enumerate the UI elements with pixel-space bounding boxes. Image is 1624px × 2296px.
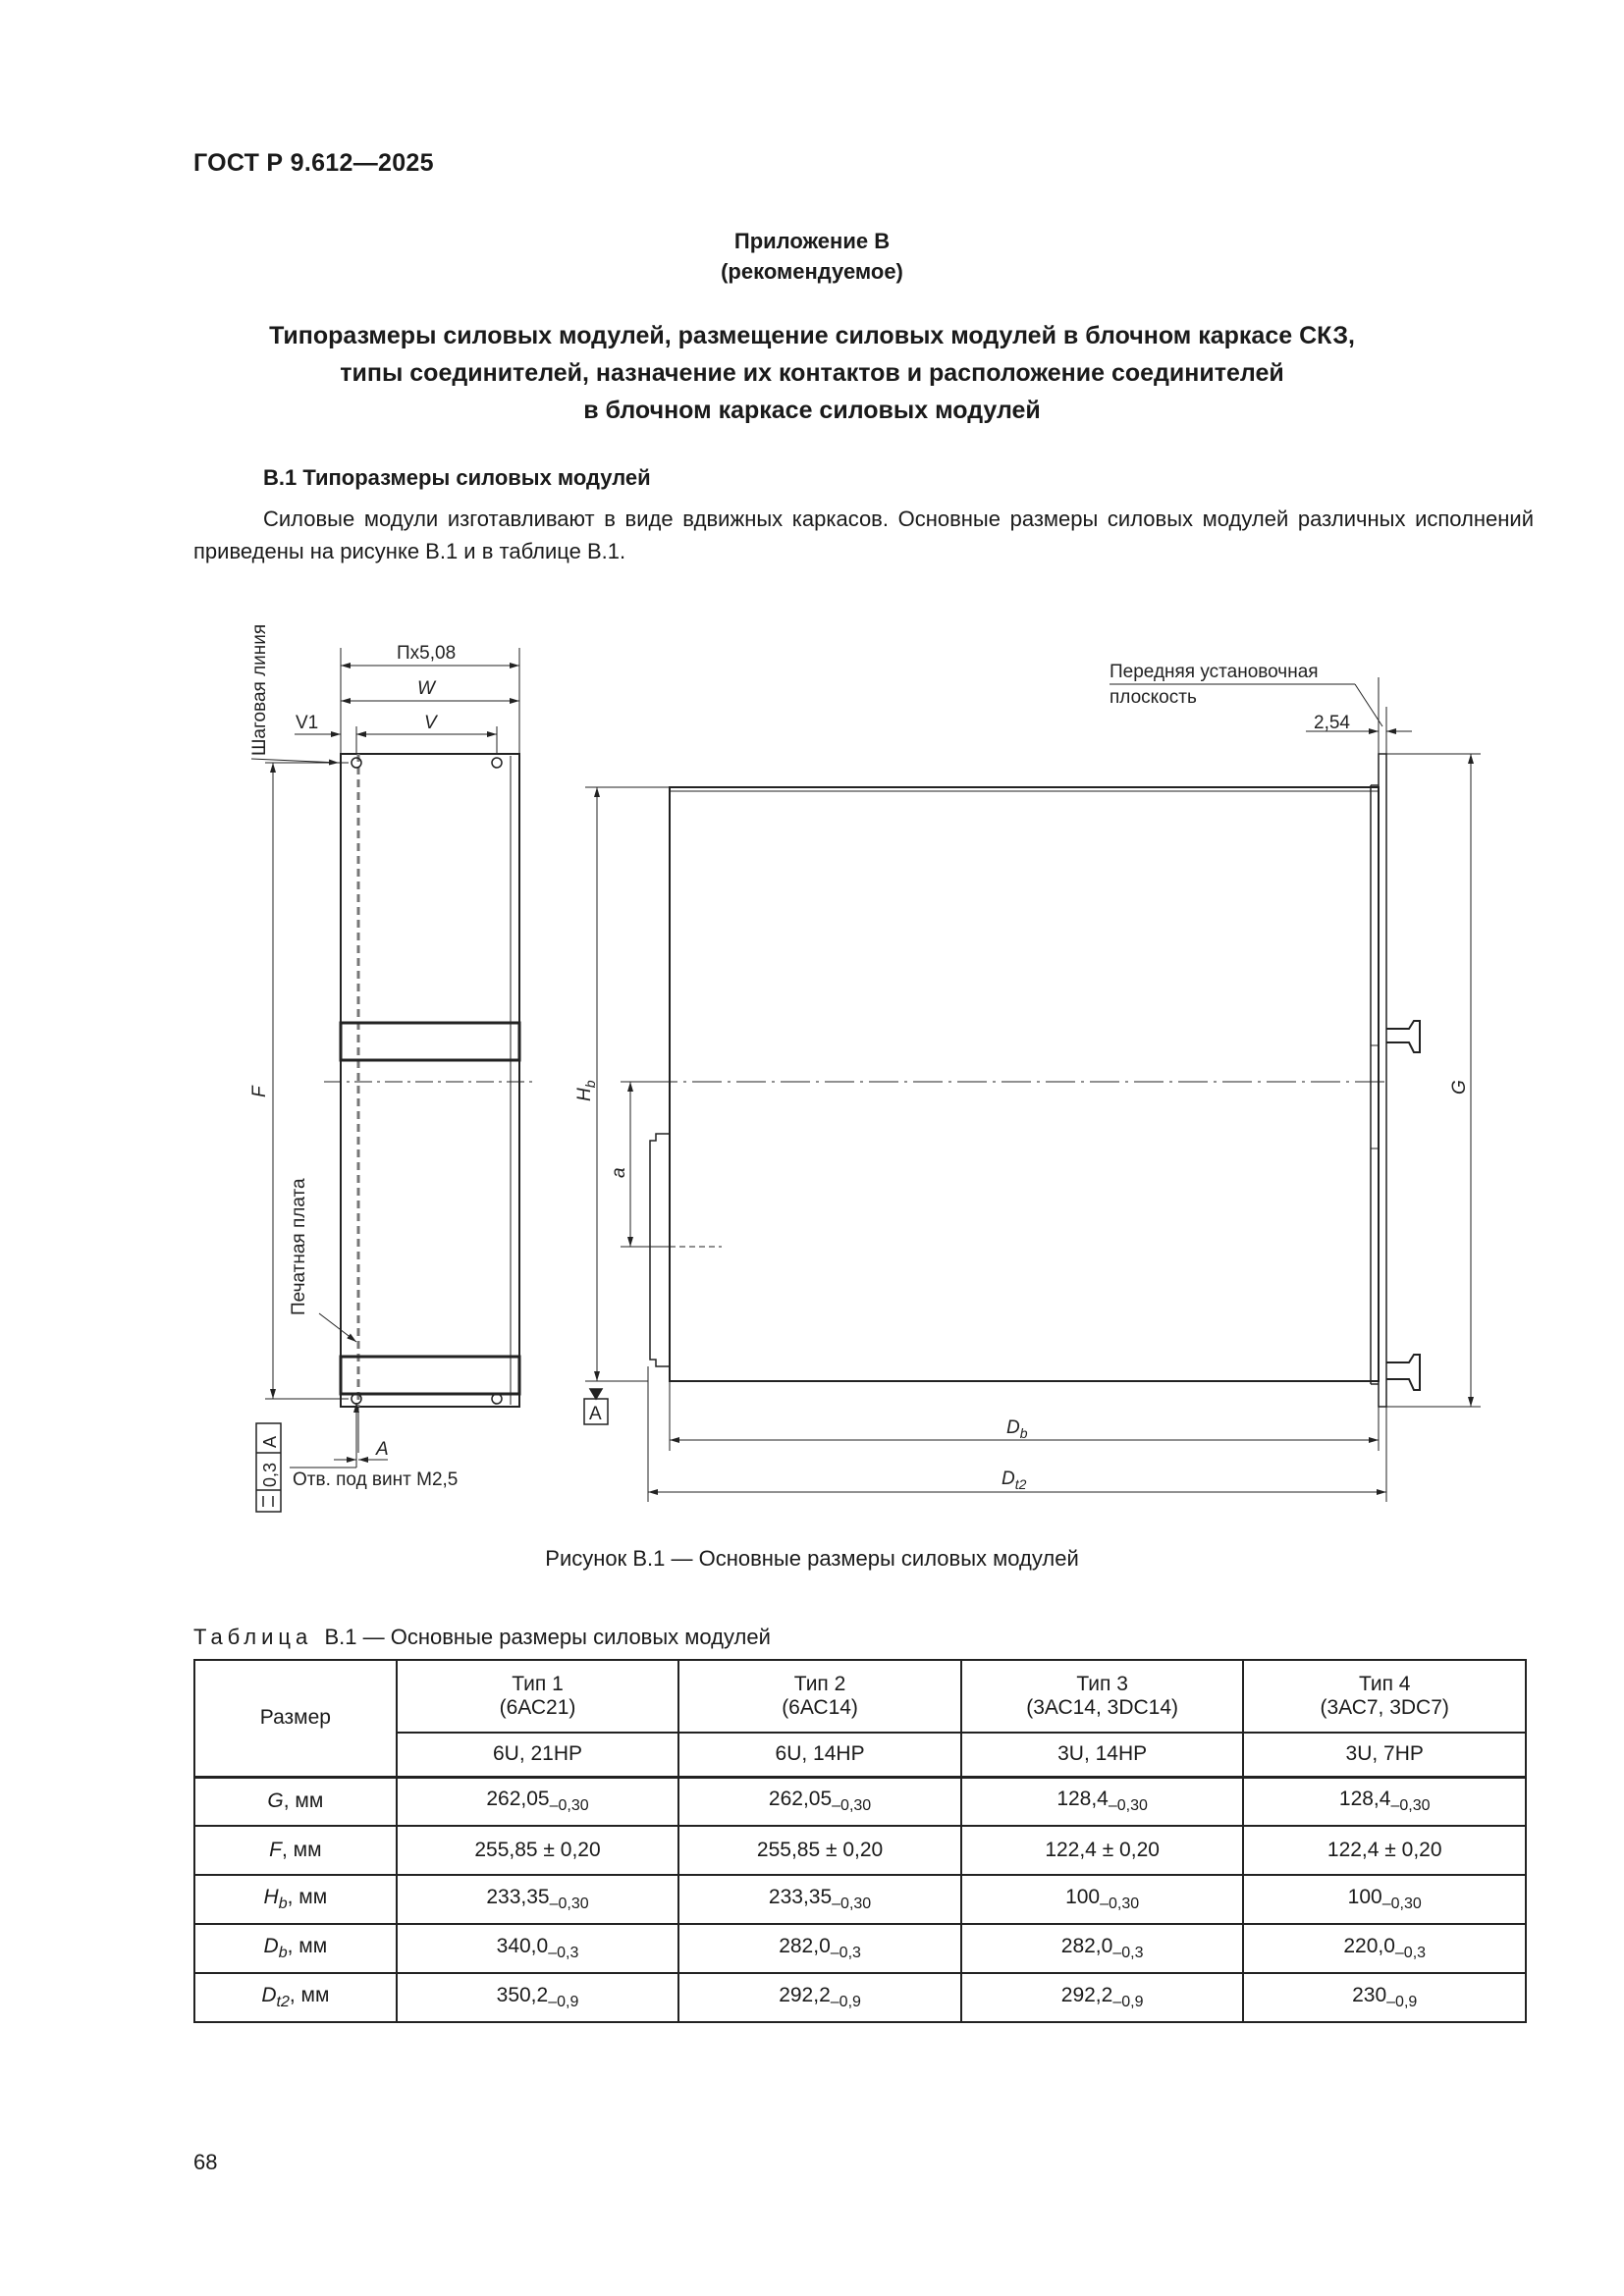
row-value: 122,4 ± 0,20 [1243,1826,1526,1875]
appendix-kind: (рекомендуемое) [721,259,903,284]
header-form: 3U, 7HP [1243,1733,1526,1777]
handle-knob-lower [1386,1355,1420,1390]
handle-lower [341,1357,519,1394]
header-form: 6U, 14HP [678,1733,961,1777]
label-pitch: Пх5,08 [397,643,457,664]
label-dt2: $D_{t2}$ [1001,1468,1027,1492]
table-row [194,1875,1526,1924]
row-value: $100_{-0,30}$ [1243,1875,1526,1924]
handle-upper [341,1023,519,1060]
header-type: Тип 1 (6АС21) [397,1660,679,1733]
row-param: G, мм [194,1777,397,1826]
appendix-heading-line: типы соединителей, назначение их контактов и расположение соединителей [340,359,1284,387]
label-v: V [424,713,437,733]
row-value: $262,05_{-0,30}$ [678,1777,961,1826]
label-a-dim: A [376,1439,389,1460]
header-type: Тип 3 (3АС14, 3DC14) [961,1660,1244,1733]
row-value: $350,2_{-0,9}$ [397,1973,679,2022]
row-value: $233,35_{-0,30}$ [397,1875,679,1924]
header-type: Тип 4 (3АС7, 3DC7) [1243,1660,1526,1733]
table-row [194,1826,1526,1875]
label-a-small: a [609,1167,629,1178]
front-panel-side [1379,754,1386,1407]
row-value: $292,2_{-0,9}$ [678,1973,961,2022]
label-w: W [417,678,435,699]
row-param: $D_{t2}$, мм [194,1973,397,2022]
page-number: 68 [193,2150,218,2174]
figure-caption: Рисунок В.1 — Основные размеры силовых модулей [545,1546,1079,1571]
row-value: $233,35_{-0,30}$ [678,1875,961,1924]
label-f: F [249,1086,270,1097]
module-side-body [670,787,1379,1381]
header-size: Размер [194,1660,397,1777]
label-front-plane-2: плоскость [1110,687,1197,708]
appendix-title: Приложение В [733,229,891,253]
rear-connector [650,1134,670,1366]
table-row [194,1924,1526,1973]
label-pcb: Печатная плата [289,1178,309,1315]
row-value: $220,0_{-0,3}$ [1243,1924,1526,1973]
row-value: $128,4_{-0,30}$ [1243,1777,1526,1826]
row-value: 255,85 ± 0,20 [678,1826,961,1875]
document-header: ГОСТ Р 9.612—2025 [193,149,434,177]
label-hole: Отв. под винт М2,5 [293,1469,459,1490]
row-value: $128,4_{-0,30}$ [961,1777,1244,1826]
row-value: $100_{-0,30}$ [961,1875,1244,1924]
appendix-heading-line: Типоразмеры силовых модулей, размещение силовых модулей в блочном каркасе СКЗ, [269,322,1355,349]
label-v1: V1 [296,713,319,733]
label-hb: $H_b$ [574,1080,598,1101]
label-g: G [1449,1080,1470,1095]
table-caption [193,1625,771,1650]
row-value: $282,0_{-0,3}$ [961,1924,1244,1973]
front-panel [341,754,519,1407]
label-step-line: Шаговая линия [249,623,270,756]
row-value: $230_{-0,9}$ [1243,1973,1526,2022]
table-row [194,1973,1526,2022]
label-tol-value: 0,3 [260,1462,280,1487]
screw-hole [492,758,502,768]
label-front-plane: Передняя установочная [1110,662,1319,682]
row-value: $340,0_{-0,3}$ [397,1924,679,1973]
row-value: $282,0_{-0,3}$ [678,1924,961,1973]
row-param: $D_b$, мм [194,1924,397,1973]
row-value: 122,4 ± 0,20 [961,1826,1244,1875]
screw-hole [352,758,361,768]
header-form: 6U, 21HP [397,1733,679,1777]
row-value: $292,2_{-0,9}$ [961,1973,1244,2022]
table-header-row [194,1660,1526,1733]
row-value: 255,85 ± 0,20 [397,1826,679,1875]
label-offset: 2,54 [1314,713,1350,733]
label-tol-datum: A [260,1435,280,1448]
table-caption-prefix: Таблица [193,1625,313,1649]
header-type: Тип 2 (6АС14) [678,1660,961,1733]
row-param: $H_b$, мм [194,1875,397,1924]
handle-knob-upper [1386,1021,1420,1052]
section-paragraph: Силовые модули изготавливают в виде вдвижных каркасов. Основные размеры силовых модулей различных исполнений приведены на рисунке В.1 и в таблице В.1. [193,507,1534,563]
table-caption-text: В.1 — Основные размеры силовых модулей [324,1625,771,1649]
header-form: 3U, 14HP [961,1733,1244,1777]
row-param: F, мм [194,1826,397,1875]
table-row [194,1777,1526,1826]
dimensions-table [193,1659,1527,2023]
row-value: $262,05_{-0,30}$ [397,1777,679,1826]
appendix-heading-line: в блочном каркасе силовых модулей [583,397,1041,424]
label-db: $D_b$ [1006,1417,1028,1441]
label-datum-a: A [589,1404,602,1424]
section-title: В.1 Типоразмеры силовых модулей [263,465,651,490]
